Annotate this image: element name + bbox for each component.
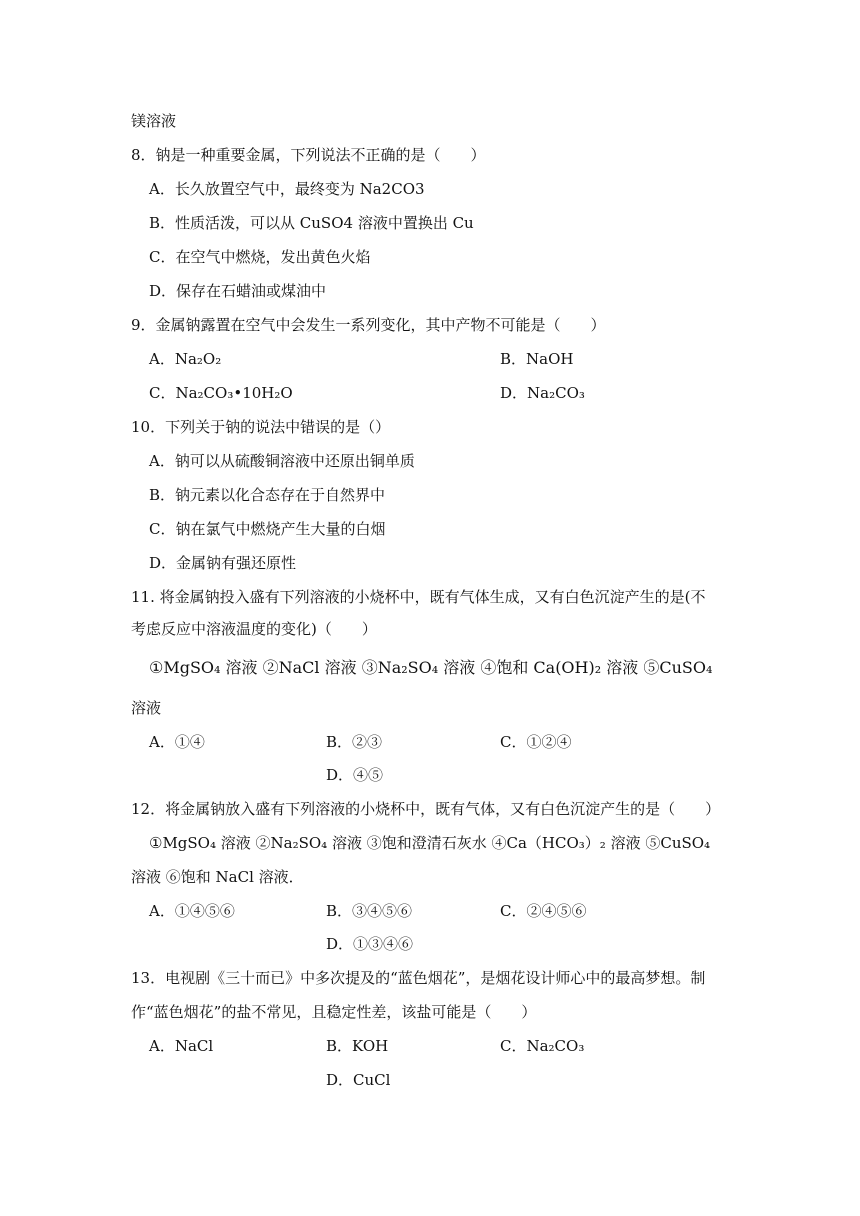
option-d: D．金属钠有强还原性 [149,554,297,572]
option-d: D．Na₂CO₃ [500,384,585,402]
question-11-items: ①MgSO₄ 溶液 ②NaCl 溶液 ③Na₂SO₄ 溶液 ④饱和 Ca(OH)₂ 溶液 ⑤CuSO₄ [149,658,713,677]
option-a: A．NaCl [149,1037,214,1055]
option-a: A．Na₂O₂ [149,350,222,368]
question-11-stem-cont: 考虑反应中溶液温度的变化)（ ） [131,620,377,638]
option-c: C．在空气中燃烧，发出黄色火焰 [149,248,371,266]
option-a: A．长久放置空气中，最终变为 Na2CO3 [149,180,425,198]
question-13-stem: 13．电视剧《三十而已》中多次提及的“蓝色烟花”，是烟花设计师心中的最高梦想。制 [131,969,706,987]
option-b: B．KOH [326,1037,389,1055]
option-b: B．钠元素以化合态存在于自然界中 [149,486,386,504]
option-c: C．①②④ [500,733,572,751]
option-c: C．Na₂CO₃ [500,1037,585,1055]
question-11-items-cont: 溶液 [131,699,162,717]
question-13-stem-cont: 作“蓝色烟花”的盐不常见，且稳定性差，该盐可能是（ ） [131,1003,537,1021]
option-a: A．钠可以从硫酸铜溶液中还原出铜单质 [149,452,415,470]
question-9-stem: 9．金属钠露置在空气中会发生一系列变化，其中产物不可能是（ ） [131,316,606,334]
option-b: B．NaOH [500,350,574,368]
option-a: A．①④⑤⑥ [149,902,235,920]
option-d: D．CuCl [326,1071,391,1089]
option-d: D．④⑤ [326,766,384,784]
option-b: B．②③ [326,733,383,751]
option-c: C．Na₂CO₃•10H₂O [149,384,293,402]
question-11-stem: 11. 将金属钠投入盛有下列溶液的小烧杯中，既有气体生成，又有白色沉淀产生的是(不 [131,588,706,606]
question-10-stem: 10．下列关于钠的说法中错误的是（） [131,418,391,436]
option-b: B．③④⑤⑥ [326,902,413,920]
question-12-items-cont: 溶液 ⑥饱和 NaCl 溶液． [131,868,304,886]
question-12-stem: 12．将金属钠放入盛有下列溶液的小烧杯中，既有气体，又有白色沉淀产生的是（ ） [131,800,721,818]
option-b: B．性质活泼，可以从 CuSO4 溶液中置换出 Cu [149,214,474,232]
option-a: A．①④ [149,733,205,751]
option-c: C．②④⑤⑥ [500,902,587,920]
question-12-items: ①MgSO₄ 溶液 ②Na₂SO₄ 溶液 ③饱和澄清石灰水 ④Ca（HCO₃）₂ 溶液 ⑤CuSO₄ [149,834,711,852]
text-line: 镁溶液 [131,112,177,130]
option-d: D．①③④⑥ [326,935,414,953]
option-c: C．钠在氯气中燃烧产生大量的白烟 [149,520,386,538]
option-d: D．保存在石蜡油或煤油中 [149,282,327,300]
question-8-stem: 8．钠是一种重要金属，下列说法不正确的是（ ） [131,146,486,164]
